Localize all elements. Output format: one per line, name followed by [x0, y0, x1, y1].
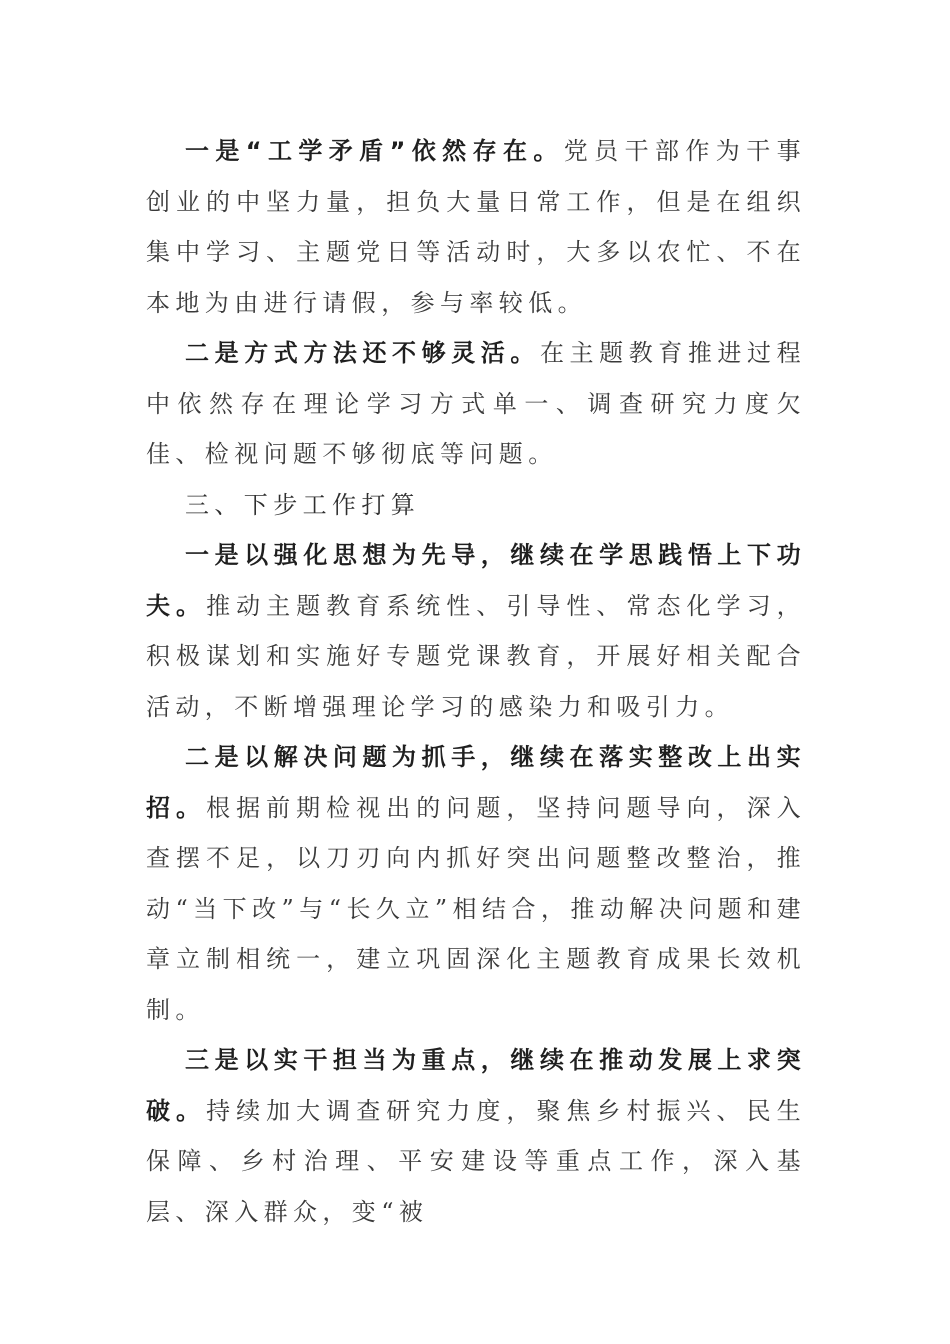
paragraph-body: 推动主题教育系统性、引导性、常态化学习，积极谋划和实施好专题党课教育，开展好相关配合活动，不断增强理论学习的感染力和吸引力。 [146, 591, 806, 721]
paragraph-plan-practical-action [146, 1035, 806, 1237]
paragraph-work-study-conflict [146, 126, 806, 328]
paragraph-methods-inflexible [146, 328, 806, 480]
paragraph-plan-thought-guidance [146, 530, 806, 732]
paragraph-lead: 一是“工学矛盾”依然存在。 [185, 137, 564, 165]
paragraph-body: 党员干部作为干事创业的中坚力量，担负大量日常工作，但是在组织集中学习、主题党日等活动时，大多以农忙、不在本地为由进行请假，参与率较低。 [146, 137, 806, 317]
paragraph-body: 在主题教育推进过程中依然存在理论学习方式单一、调查研究力度欠佳、检视问题不够彻底等问题。 [146, 339, 806, 468]
paragraph-body: 持续加大调查研究力度，聚焦乡村振兴、民生保障、乡村治理、平安建设等重点工作，深入基层、深入群众，变“被 [146, 1096, 806, 1226]
paragraph-lead: 一是以强化思想为先导，继续在学思践悟上下功夫。 [146, 541, 806, 620]
paragraph-lead: 二是以解决问题为抓手，继续在落实整改上出实招。 [146, 743, 806, 822]
document-body [146, 126, 806, 1237]
section-heading-next-steps: 三、下步工作打算 [185, 490, 421, 519]
paragraph-lead: 二是方式方法还不够灵活。 [185, 339, 540, 367]
paragraph-lead: 三是以实干担当为重点，继续在推动发展上求突破。 [146, 1046, 806, 1125]
paragraph-body: 根据前期检视出的问题，坚持问题导向，深入查摆不足，以刀刃向内抓好突出问题整改整治，推动“当下改”与“长久立”相结合，推动解决问题和建章立制相统一，建立巩固深化主题教育成果长效机制。 [146, 793, 806, 1024]
paragraph-plan-problem-solving [146, 732, 806, 1035]
